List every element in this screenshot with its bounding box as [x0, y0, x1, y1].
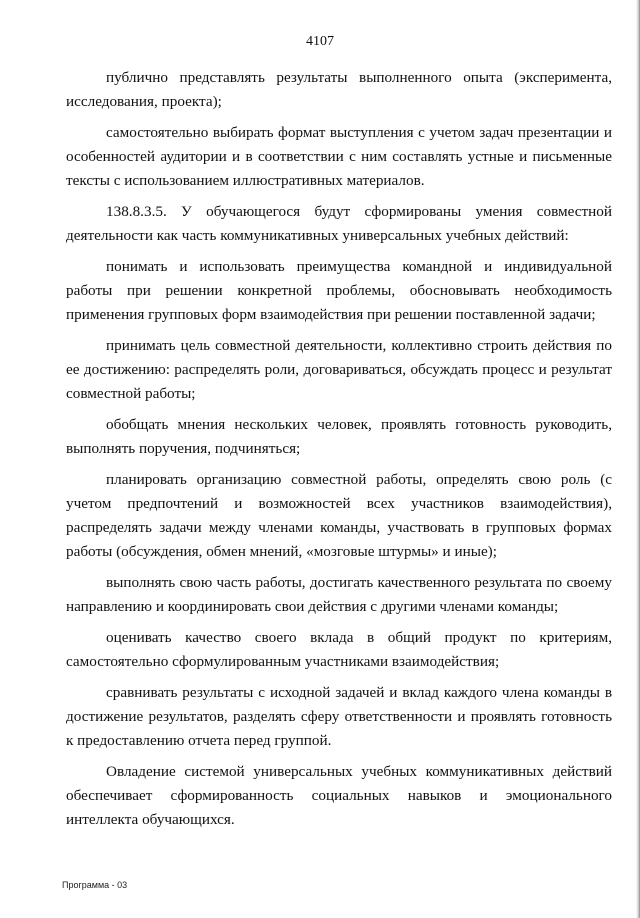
- paragraph-4: понимать и использовать преимущества командной и индивидуальной работы при решении конкретной проблемы, обосновывать необходимость применения групповых форм взаимодействия при решении поставленной задачи;: [66, 258, 612, 323]
- paragraph-7: планировать организацию совместной работы, определять свою роль (с учетом предпочтений и возможностей всех участников взаимодействия), распределять задачи между членами команды, участвовать в групповых формах работы (обсуждения, обмен мнений, «мозговые штурмы» и иные);: [66, 471, 612, 560]
- paragraph-8: выполнять свою часть работы, достигать качественного результата по своему направлению и координировать свои действия с другими членами команды;: [66, 574, 612, 615]
- paragraph-11: Овладение системой универсальных учебных коммуникативных действий обеспечивает сформированность социальных навыков и эмоционального интеллекта обучающихся.: [66, 763, 612, 828]
- page-number: 4107: [306, 34, 334, 49]
- paragraph-3: 138.8.3.5. У обучающегося будут сформированы умения совместной деятельности как часть коммуникативных универсальных учебных действий:: [66, 203, 612, 244]
- paragraph-6: обобщать мнения нескольких человек, проявлять готовность руководить, выполнять поручения, подчиняться;: [66, 416, 612, 457]
- paragraph-9: оценивать качество своего вклада в общий продукт по критериям, самостоятельно сформулированным участниками взаимодействия;: [66, 629, 612, 670]
- paragraph-2: самостоятельно выбирать формат выступления с учетом задач презентации и особенностей аудитории и в соответствии с ним составлять устные и письменные тексты с использованием иллюстративных материалов.: [66, 124, 612, 189]
- footer-label: Программа - 03: [62, 880, 128, 890]
- paragraph-5: принимать цель совместной деятельности, коллективно строить действия по ее достижению: распределять роли, договариваться, обсуждать процесс и результат совместной работы;: [66, 337, 612, 402]
- paragraph-10: сравнивать результаты с исходной задачей и вклад каждого члена команды в достижение результатов, разделять сферу ответственности и проявлять готовность к предоставлению отчета перед группой.: [66, 684, 612, 749]
- scan-edge-shadow: [636, 0, 640, 918]
- document-body: [66, 66, 612, 839]
- paragraph-1: публично представлять результаты выполненного опыта (эксперимента, исследования, проекта);: [66, 69, 612, 110]
